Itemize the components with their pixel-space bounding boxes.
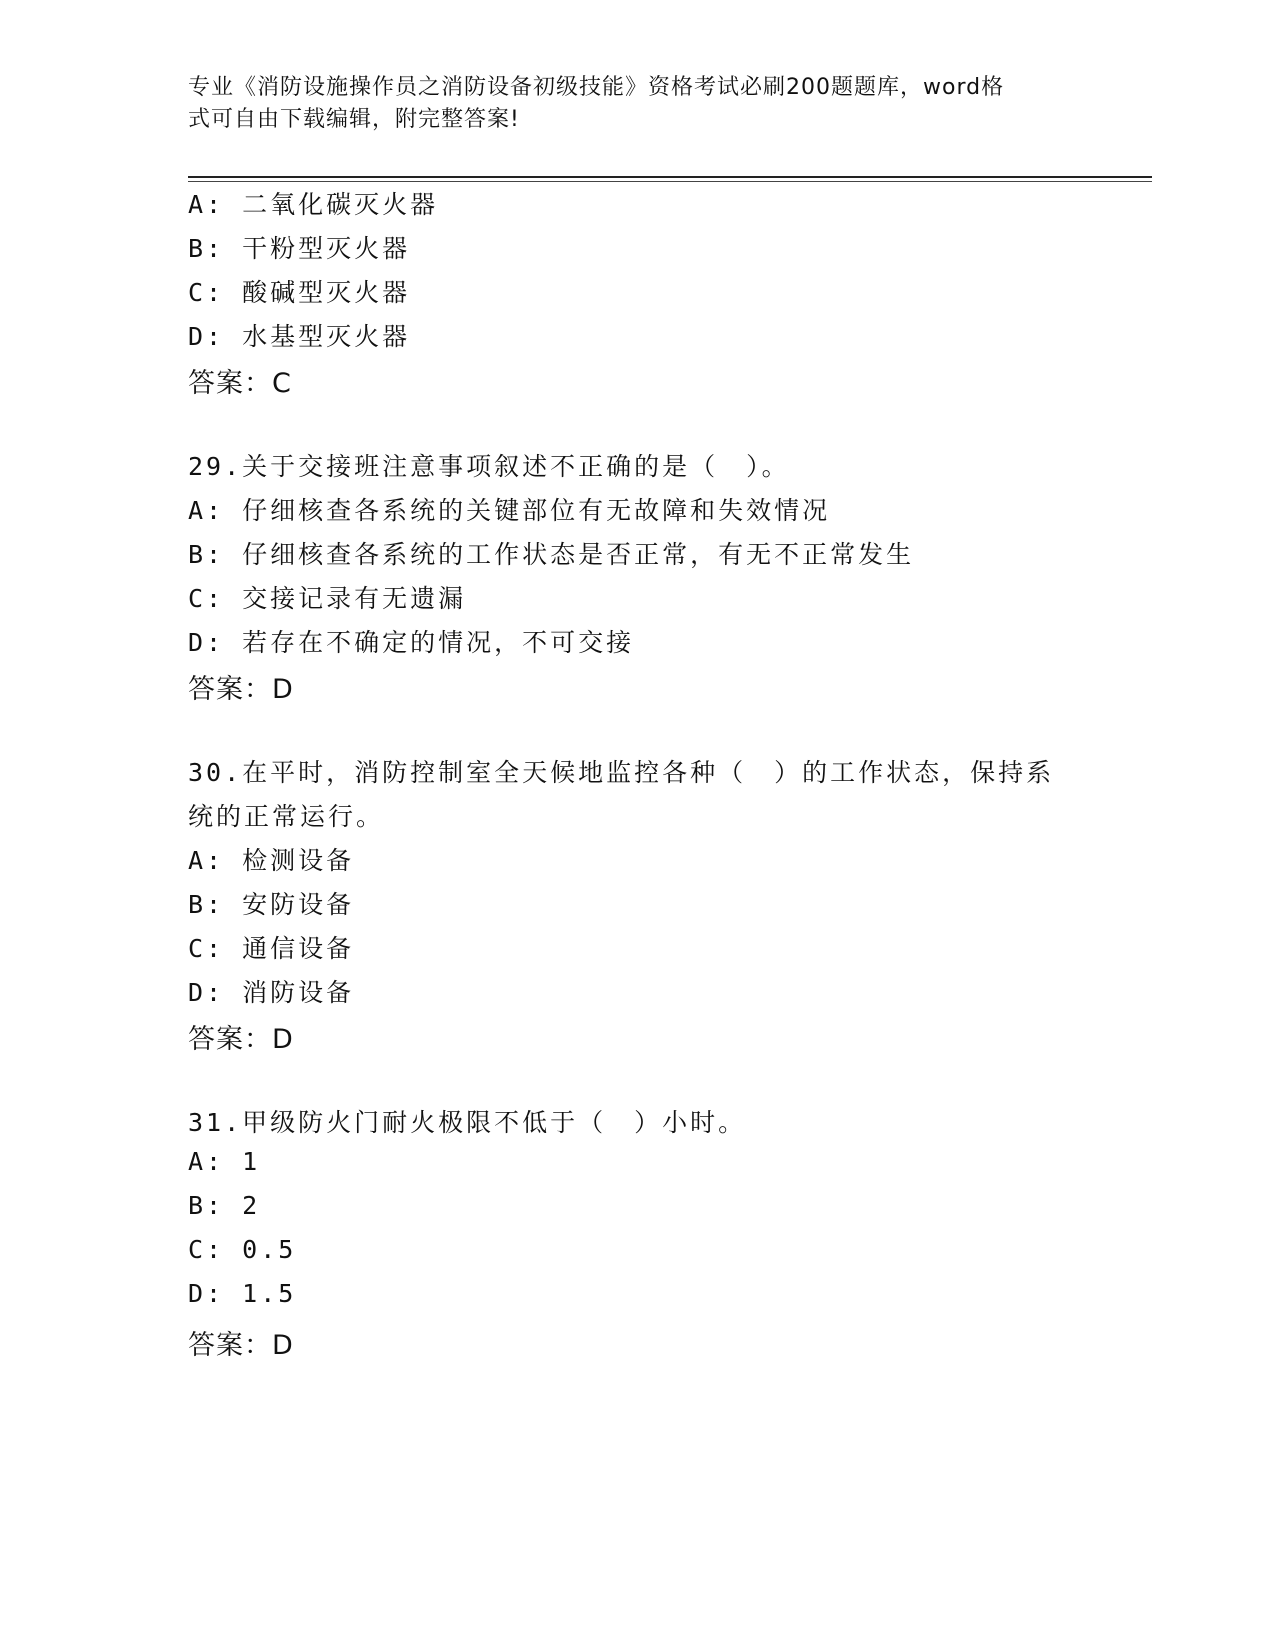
q31-option-b: B: 2: [188, 1191, 261, 1220]
q28-option-c: C: 酸碱型灭火器: [188, 278, 411, 307]
q31-option-a: A: 1: [188, 1147, 261, 1176]
q29-option-c: C: 交接记录有无遗漏: [188, 584, 467, 613]
q28-option-d: D: 水基型灭火器: [188, 322, 411, 351]
q31-option-c: C: 0.5: [188, 1235, 297, 1264]
q28-option-b: B: 干粉型灭火器: [188, 234, 411, 263]
header-divider-thin: [188, 181, 1152, 182]
q30-stem-line-2: 统的正常运行。: [188, 802, 385, 831]
q30-option-c: C: 通信设备: [188, 934, 355, 963]
q28-option-a: A: 二氧化碳灭火器: [188, 190, 439, 219]
q30-stem-line-1: 30.在平时，消防控制室全天候地监控各种（ ）的工作状态，保持系: [188, 758, 1055, 787]
q30-option-b: B: 安防设备: [188, 890, 355, 919]
q30-option-d: D: 消防设备: [188, 978, 355, 1007]
q31-answer: 答案：D: [188, 1330, 294, 1361]
header-divider-thick: [188, 176, 1152, 178]
q29-option-b: B: 仔细核查各系统的工作状态是否正常，有无不正常发生: [188, 540, 915, 569]
q29-option-d: D: 若存在不确定的情况，不可交接: [188, 628, 635, 657]
q30-option-a: A: 检测设备: [188, 846, 355, 875]
header-line-1: 专业《消防设施操作员之消防设备初级技能》资格考试必刷200题题库，word格: [188, 75, 1005, 100]
q31-option-d: D: 1.5: [188, 1279, 297, 1308]
q29-option-a: A: 仔细核查各系统的关键部位有无故障和失效情况: [188, 496, 831, 525]
q29-stem: 29.关于交接班注意事项叙述不正确的是（ ）。: [188, 452, 790, 481]
q28-answer: 答案：C: [188, 368, 292, 399]
document-header: [188, 72, 1068, 136]
header-line-2: 式可自由下载编辑，附完整答案!: [188, 107, 520, 132]
q29-answer: 答案：D: [188, 674, 294, 705]
q31-stem: 31.甲级防火门耐火极限不低于（ ）小时。: [188, 1108, 747, 1137]
q30-answer: 答案：D: [188, 1024, 294, 1055]
